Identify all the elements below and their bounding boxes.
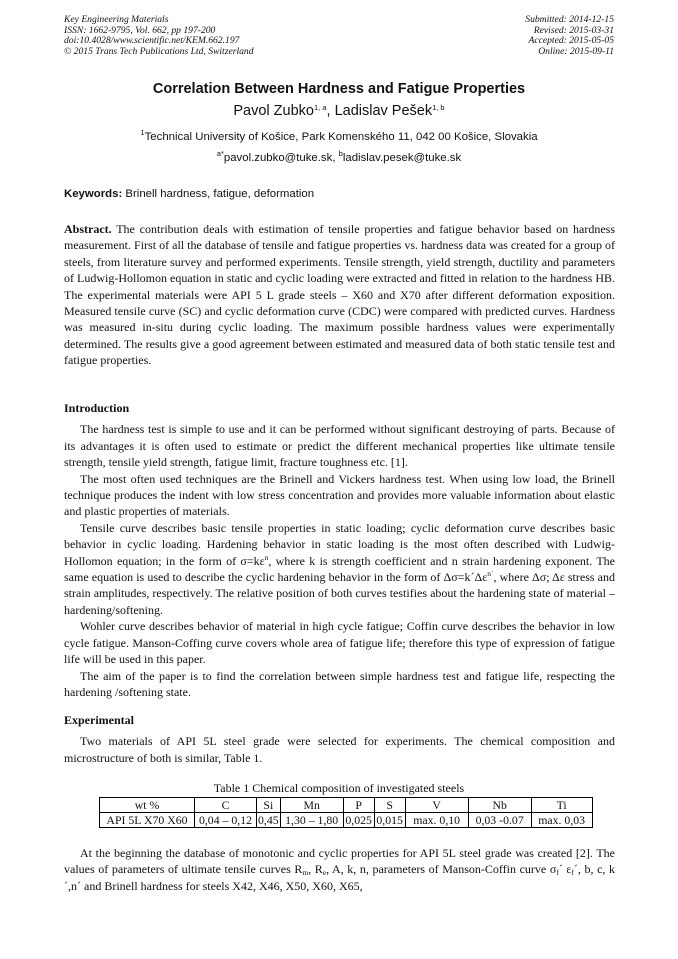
journal-header [64, 15, 254, 57]
exp-p2-part-b: , R [308, 862, 323, 877]
table-header-cell: C [195, 798, 257, 813]
exp-p2-part-d: ´ ε [558, 862, 572, 877]
accepted-date: Accepted: 2015-05-05 [528, 35, 614, 47]
intro-p3-sup-2: n´ [487, 569, 494, 579]
email-b-sup: b [338, 149, 343, 158]
table-header-cell: V [405, 798, 468, 813]
introduction-heading: Introduction [64, 401, 130, 415]
paper-title: Correlation Between Hardness and Fatigue Properties [152, 81, 526, 97]
chemical-composition-table [99, 797, 593, 828]
keywords [64, 188, 616, 200]
intro-p3-part-b: , where k is strength coefficient and n strain hardening exponent. The same equation is used to describe the cyclic hardening behavior in the form of Δσ=k´Δε [64, 553, 615, 585]
exp-p2-sub-3: f [556, 868, 559, 878]
table-header-cell: Mn [280, 798, 343, 813]
author-sep: , [326, 103, 335, 119]
affiliation-text: Technical University of Košice, Park Komenského 11, 042 00 Košice, Slovakia [144, 131, 538, 143]
experimental-paragraph-1: Two materials of API 5L steel grade were selected for experiments. The chemical composition and microstructure of both is similar, Table 1. [64, 734, 615, 765]
table-header-cell: P [343, 798, 374, 813]
intro-p3-part-a: Tensile curve describes basic tensile properties in static loading; cyclic deformation curve describes basic behavior in cyclic loading. Hardening behavior in static loading is the most often described with Ludwig-Hollomon equation; in the form of σ=kε [64, 520, 615, 568]
table-cell: 0,45 [258, 813, 279, 827]
table-header-cell: Nb [468, 798, 531, 813]
author-1-sup: 1, a [313, 103, 327, 112]
table-cell: 1,30 – 1,80 [280, 813, 343, 828]
abstract-label: Abstract. [64, 222, 112, 236]
table-cell: 0,025 [343, 813, 374, 828]
experimental-heading: Experimental [64, 713, 134, 727]
affiliation [0, 128, 678, 143]
email-a[interactable]: pavol.zubko@tuke.sk [223, 152, 333, 164]
introduction-section [64, 400, 615, 700]
table-cell: API 5L X70 X60 [100, 813, 195, 828]
table-cell: max. 0,10 [405, 813, 468, 828]
intro-paragraph-2: The most often used techniques are the Brinell and Vickers hardness test. When using low load, the Brinell technique produces the indent with low stress concentration and provides more valuable information about elastic and plastic properties of materials. [64, 471, 615, 519]
intro-paragraph-3 [64, 520, 615, 618]
abstract [64, 221, 615, 369]
experimental-continued [64, 845, 615, 894]
author-1: Pavol Zubko [233, 103, 314, 119]
email-sep: , [332, 152, 339, 164]
table-cell: max. 0,03 [531, 813, 592, 828]
table-row [100, 813, 593, 828]
authors [0, 103, 678, 119]
affiliation-sup: 1 [140, 128, 145, 137]
keywords-text: Brinell hardness, fatigue, deformation [122, 188, 315, 200]
experimental-paragraph-2 [64, 845, 615, 894]
copyright: © 2015 Trans Tech Publications Ltd, Switzerland [64, 45, 254, 57]
exp-p2-part-e: ´, b, c, k´,n´ and Brinell hardness for steels X42, X46, X50, X60, X65, [64, 862, 615, 893]
exp-p2-part-c: , A, k, n, parameters of Manson-Coffin curve σ [326, 862, 557, 877]
table-header-cell: wt % [100, 798, 195, 813]
online-date: Online: 2015-09-11 [538, 45, 614, 57]
email-a-sup: a* [216, 149, 224, 158]
table-cell: 0,015 [374, 813, 405, 828]
doi: doi:10.4028/www.scientific.net/KEM.662.197 [64, 35, 240, 47]
intro-p3-sup-1: n [264, 552, 269, 562]
exp-p2-sub-1: m [302, 868, 309, 878]
keywords-label: Keywords: [64, 188, 123, 200]
intro-paragraph-4: Wohler curve describes behavior of material in high cycle fatigue; Coffin curve describes the behavior in low cycle fatigue. Manson-Coffing curve covers whole area of fatigue life; therefore this type of expression of fatigue life will be used in this paper. [64, 619, 615, 667]
exp-p2-sub-4: f [571, 868, 574, 878]
table-header-row [100, 798, 593, 813]
table-header-cell: S [374, 798, 405, 813]
issn: ISSN: 1662-9795, Vol. 662, pp 197-200 [64, 24, 216, 36]
emails [0, 149, 678, 164]
dates-header [525, 15, 614, 57]
table-header-cell: Si [257, 798, 281, 813]
table-caption: Table 1 Chemical composition of investigated steels [213, 781, 465, 795]
abstract-text: The contribution deals with estimation of tensile properties and fatigue behavior based on hardness measurement. First of all the database of tensile and fatigue properties vs. hardness data was created for a group of steels, from literature survey and performed experiments. Tensile strength, yield strength, ductility and parameters of Ludwig-Hollomon equation in static and cyclic loading were extracted and fitted in relation to the hardness HB. The experimental materials were API 5 L grade steels – X60 and X70 after different deformation exposition. Measured tensile curve (SC) and cyclic deformation curve (CDC) were compared with predicted curves. Hardness was measured in-situ during cyclic loading. The maximum possible hardness values were experimentally determined. The results give a good agreement between estimated and measured data of both static tensile test and fatigue properties. [64, 222, 615, 368]
revised-date: Revised: 2015-03-31 [533, 24, 614, 36]
intro-paragraph-1: The hardness test is simple to use and it can be performed without significant destroying of parts. Because of its advantages it is often used to estimate or predict the different mechanical properties like ultimate tensile strength, tensile yield strength, fatigue limit, fracture toughness etc. [1]. [64, 422, 615, 470]
table-cell: 0,03 -0.07 [468, 813, 531, 828]
journal-name: Key Engineering Materials [64, 14, 169, 25]
exp-p2-part-a: At the beginning the database of monotonic and cyclic properties for API 5L steel grade was created [2]. The values of parameters of ultimate tensile curves R [64, 846, 615, 877]
exp-p2-sub-2: e [322, 868, 327, 878]
intro-p3-part-c: , where Δσ; Δε stress and strain amplitudes, respectively. The relative position of both curves testifies about the hardening state of material – hardening/softening. [64, 570, 615, 617]
table-cell: 0,04 – 0,12 [195, 813, 257, 828]
submitted-date: Submitted: 2014-12-15 [525, 14, 614, 25]
author-2: Ladislav Pešek [334, 103, 433, 119]
email-b[interactable]: ladislav.pesek@tuke.sk [342, 152, 462, 164]
author-2-sup: 1, b [432, 103, 445, 112]
intro-paragraph-5: The aim of the paper is to find the correlation between simple hardness test and fatigue life, respecting the hardening /softening state. [64, 668, 615, 699]
table-header-cell: Ti [531, 798, 592, 813]
experimental-section [64, 712, 615, 766]
